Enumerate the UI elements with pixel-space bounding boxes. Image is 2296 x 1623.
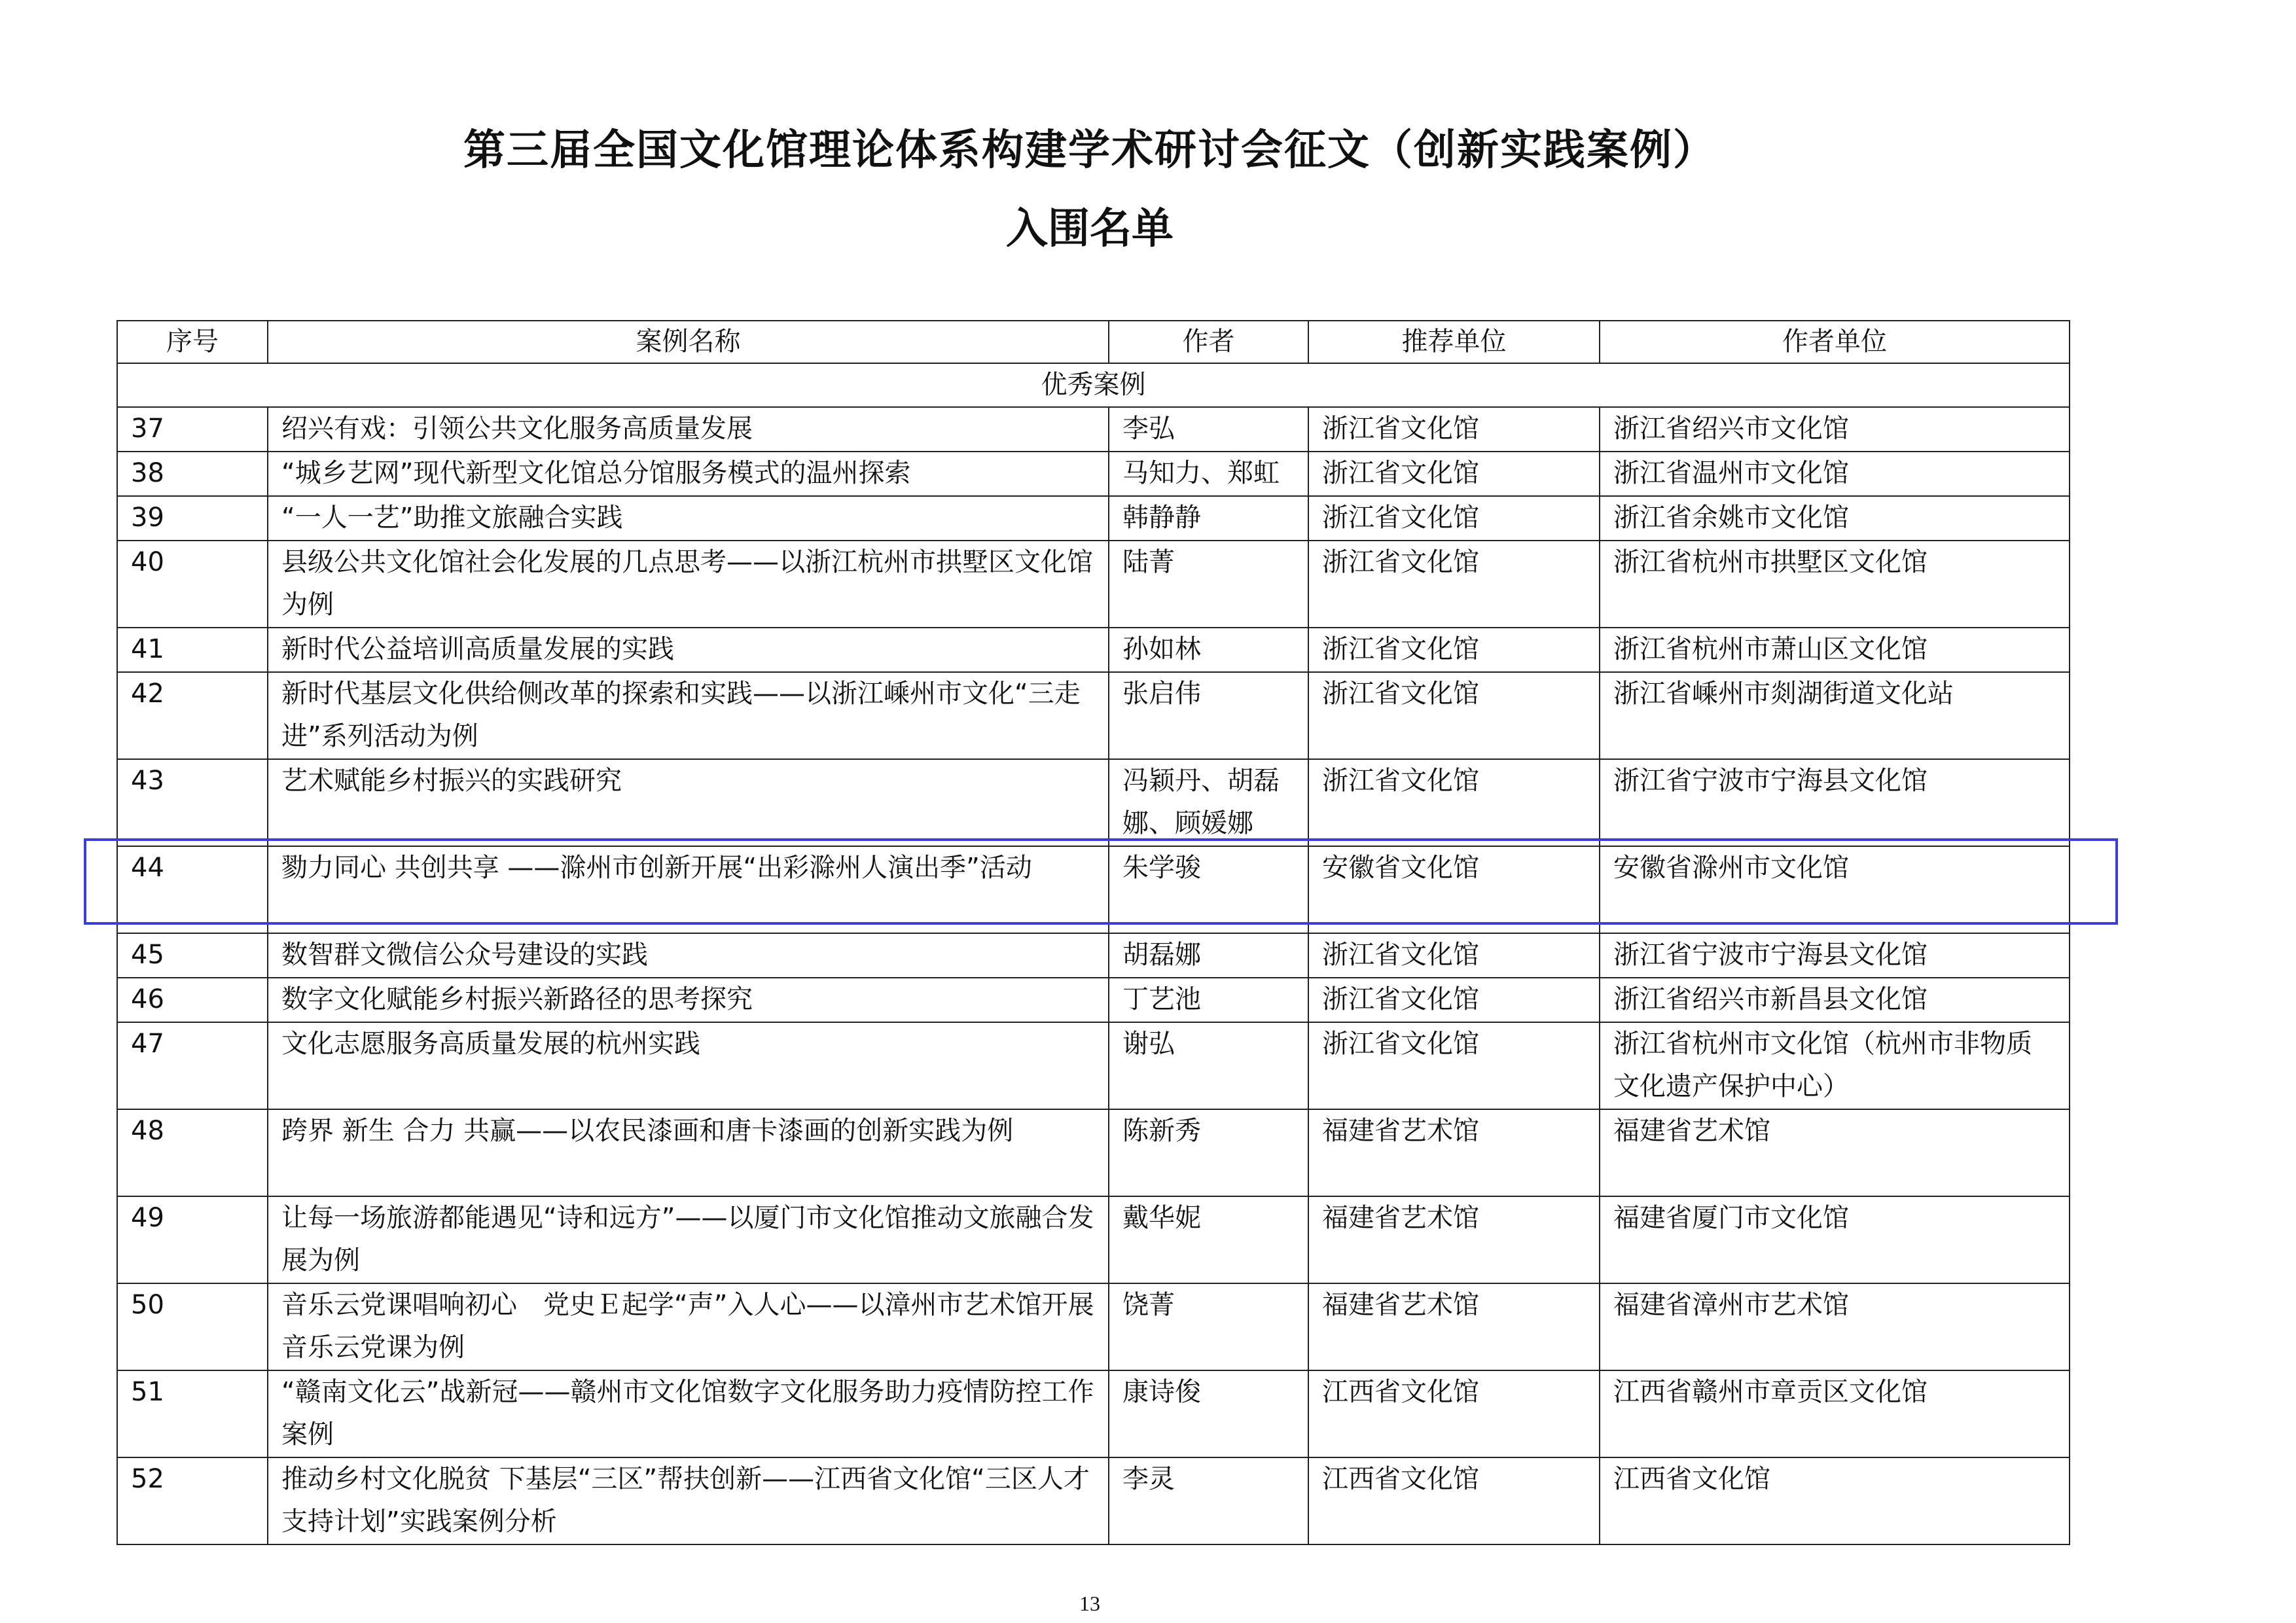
- cell-no: 50: [117, 1283, 268, 1370]
- table-row: [117, 541, 2070, 628]
- table-row: [117, 1457, 2070, 1544]
- cell-recommender: 江西省文化馆: [1308, 1370, 1600, 1457]
- cell-author: 韩静静: [1109, 496, 1308, 541]
- cell-case-name: 新时代公益培训高质量发展的实践: [268, 628, 1109, 672]
- header-author: 作者: [1109, 321, 1308, 363]
- cell-author-unit: 浙江省杭州市文化馆（杭州市非物质文化遗产保护中心）: [1600, 1022, 2070, 1109]
- table-row: [117, 1370, 2070, 1457]
- cell-author: 饶菁: [1109, 1283, 1308, 1370]
- cell-recommender: 浙江省文化馆: [1308, 672, 1600, 759]
- cell-case-name: 绍兴有戏：引领公共文化服务高质量发展: [268, 407, 1109, 452]
- table-row: [117, 978, 2070, 1022]
- cell-author-unit: 福建省厦门市文化馆: [1600, 1196, 2070, 1283]
- table-row: [117, 1196, 2070, 1283]
- cell-author: 李灵: [1109, 1457, 1308, 1544]
- cell-no: 40: [117, 541, 268, 628]
- cell-no: 52: [117, 1457, 268, 1544]
- cell-case-name: 文化志愿服务高质量发展的杭州实践: [268, 1022, 1109, 1109]
- table-row: [117, 452, 2070, 496]
- cell-case-name: 让每一场旅游都能遇见“诗和远方”——以厦门市文化馆推动文旅融合发展为例: [268, 1196, 1109, 1283]
- cell-author: 康诗俊: [1109, 1370, 1308, 1457]
- cell-case-name: “城乡艺网”现代新型文化馆总分馆服务模式的温州探索: [268, 452, 1109, 496]
- cell-case-name: 推动乡村文化脱贫 下基层“三区”帮扶创新——江西省文化馆“三区人才支持计划”实践案例分析: [268, 1457, 1109, 1544]
- cell-recommender: 浙江省文化馆: [1308, 452, 1600, 496]
- cell-no: 38: [117, 452, 268, 496]
- cell-no: 48: [117, 1109, 268, 1196]
- table-row: [117, 496, 2070, 541]
- cell-author-unit: 浙江省宁波市宁海县文化馆: [1600, 933, 2070, 978]
- cell-recommender: 浙江省文化馆: [1308, 628, 1600, 672]
- cell-no: 47: [117, 1022, 268, 1109]
- cell-recommender: 浙江省文化馆: [1308, 541, 1600, 628]
- header-recommender: 推荐单位: [1308, 321, 1600, 363]
- cell-no: 45: [117, 933, 268, 978]
- cell-no: 43: [117, 759, 268, 846]
- cell-author: 冯颖丹、胡磊娜、顾媛娜: [1109, 759, 1308, 846]
- cell-no: 51: [117, 1370, 268, 1457]
- cell-no: 46: [117, 978, 268, 1022]
- cell-author-unit: 浙江省绍兴市文化馆: [1600, 407, 2070, 452]
- cell-recommender: 浙江省文化馆: [1308, 407, 1600, 452]
- cell-case-name: 艺术赋能乡村振兴的实践研究: [268, 759, 1109, 846]
- cell-author: 李弘: [1109, 407, 1308, 452]
- document-subtitle: 入围名单: [1006, 204, 1174, 253]
- cell-recommender: 福建省艺术馆: [1308, 1109, 1600, 1196]
- cell-recommender: 浙江省文化馆: [1308, 933, 1600, 978]
- table-row: [117, 407, 2070, 452]
- cell-author-unit: 安徽省滁州市文化馆: [1600, 846, 2070, 933]
- table-row: [117, 1022, 2070, 1109]
- cell-recommender: 浙江省文化馆: [1308, 496, 1600, 541]
- cell-no: 39: [117, 496, 268, 541]
- cell-author: 马知力、郑虹: [1109, 452, 1308, 496]
- cell-author: 陈新秀: [1109, 1109, 1308, 1196]
- cell-no: 49: [117, 1196, 268, 1283]
- cell-no: 41: [117, 628, 268, 672]
- table-row: [117, 759, 2070, 846]
- cell-recommender: 福建省艺术馆: [1308, 1196, 1600, 1283]
- cell-recommender: 安徽省文化馆: [1308, 846, 1600, 933]
- cell-recommender: 浙江省文化馆: [1308, 1022, 1600, 1109]
- cell-author: 张启伟: [1109, 672, 1308, 759]
- cell-author-unit: 江西省赣州市章贡区文化馆: [1600, 1370, 2070, 1457]
- cell-no: 42: [117, 672, 268, 759]
- cell-case-name: 数智群文微信公众号建设的实践: [268, 933, 1109, 978]
- cell-case-name: 数字文化赋能乡村振兴新路径的思考探究: [268, 978, 1109, 1022]
- header-no: 序号: [117, 321, 268, 363]
- cell-author-unit: 浙江省余姚市文化馆: [1600, 496, 2070, 541]
- cell-case-name: 县级公共文化馆社会化发展的几点思考——以浙江杭州市拱墅区文化馆为例: [268, 541, 1109, 628]
- cell-recommender: 浙江省文化馆: [1308, 978, 1600, 1022]
- cell-author-unit: 浙江省绍兴市新昌县文化馆: [1600, 978, 2070, 1022]
- table-row: [117, 1283, 2070, 1370]
- cell-author: 胡磊娜: [1109, 933, 1308, 978]
- header-case-name: 案例名称: [268, 321, 1109, 363]
- table-row: [117, 933, 2070, 978]
- table-row: [117, 628, 2070, 672]
- cell-case-name: 音乐云党课唱响初心 党史Ｅ起学“声”入人心——以漳州市艺术馆开展音乐云党课为例: [268, 1283, 1109, 1370]
- cell-case-name: “赣南文化云”战新冠——赣州市文化馆数字文化服务助力疫情防控工作案例: [268, 1370, 1109, 1457]
- cell-case-name: 新时代基层文化供给侧改革的探索和实践——以浙江嵊州市文化“三走进”系列活动为例: [268, 672, 1109, 759]
- cell-author-unit: 福建省艺术馆: [1600, 1109, 2070, 1196]
- table-row: [117, 672, 2070, 759]
- page-number: 13: [1079, 1592, 1100, 1615]
- header-row: [117, 321, 2070, 363]
- header-author-unit: 作者单位: [1600, 321, 2070, 363]
- cell-case-name: 勠力同心 共创共享 ——滁州市创新开展“出彩滁州人演出季”活动: [268, 846, 1109, 933]
- cell-author: 孙如林: [1109, 628, 1308, 672]
- cell-recommender: 福建省艺术馆: [1308, 1283, 1600, 1370]
- table-row: [117, 1109, 2070, 1196]
- cell-author: 戴华妮: [1109, 1196, 1308, 1283]
- table-row-highlighted: [117, 846, 2070, 933]
- cell-author-unit: 浙江省杭州市拱墅区文化馆: [1600, 541, 2070, 628]
- cell-case-name: “一人一艺”助推文旅融合实践: [268, 496, 1109, 541]
- cell-author-unit: 浙江省嵊州市剡湖街道文化站: [1600, 672, 2070, 759]
- cell-case-name: 跨界 新生 合力 共赢——以农民漆画和唐卡漆画的创新实践为例: [268, 1109, 1109, 1196]
- document-title: 第三届全国文化馆理论体系构建学术研讨会征文（创新实践案例）: [463, 126, 1716, 175]
- cell-recommender: 浙江省文化馆: [1308, 759, 1600, 846]
- cell-author: 谢弘: [1109, 1022, 1308, 1109]
- cell-no: 44: [117, 846, 268, 933]
- finalist-table: [117, 320, 2070, 1545]
- cell-no: 37: [117, 407, 268, 452]
- cell-author: 朱学骏: [1109, 846, 1308, 933]
- cell-author-unit: 浙江省宁波市宁海县文化馆: [1600, 759, 2070, 846]
- cell-author-unit: 浙江省杭州市萧山区文化馆: [1600, 628, 2070, 672]
- cell-author: 陆菁: [1109, 541, 1308, 628]
- cell-author: 丁艺池: [1109, 978, 1308, 1022]
- cell-author-unit: 福建省漳州市艺术馆: [1600, 1283, 2070, 1370]
- section-label: 优秀案例: [117, 363, 2070, 407]
- cell-author-unit: 江西省文化馆: [1600, 1457, 2070, 1544]
- cell-recommender: 江西省文化馆: [1308, 1457, 1600, 1544]
- cell-author-unit: 浙江省温州市文化馆: [1600, 452, 2070, 496]
- section-row: [117, 363, 2070, 407]
